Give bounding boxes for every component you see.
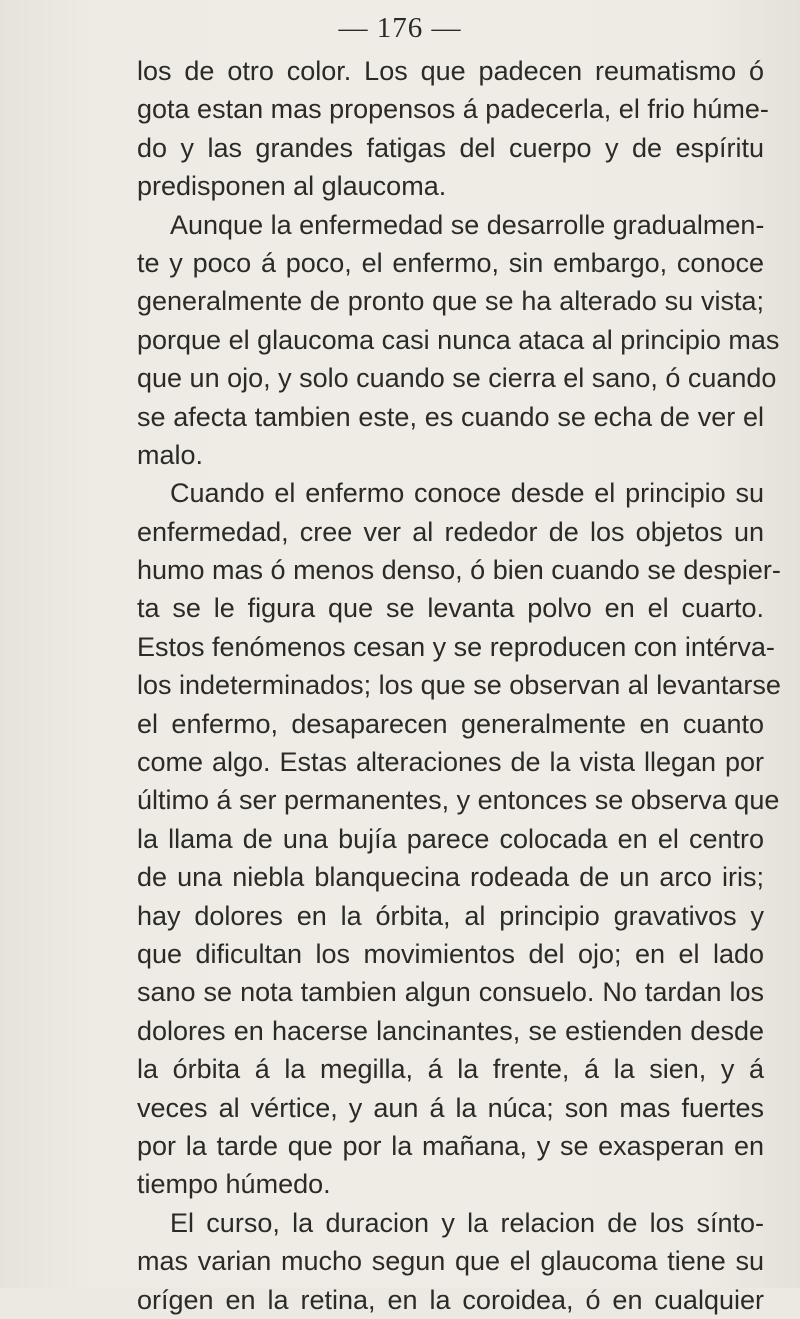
text-line: que un ojo, y solo cuando se cierra el sano, ó cuando — [137, 363, 777, 394]
text-line: último á ser permanentes, y entonces se observa que — [137, 785, 780, 816]
text-line: la órbita á la megilla, á la frente, á la sien, y á — [137, 1054, 764, 1085]
text-line: los indeterminados; los que se observan al levantarse — [137, 670, 781, 701]
body-text — [137, 52, 781, 1319]
text-line: tiempo húmedo. — [137, 1169, 331, 1200]
text-line: mas varian mucho segun que el glaucoma tiene su — [137, 1246, 764, 1277]
text-line: El curso, la duracion y la relacion de los sínto- — [170, 1207, 764, 1238]
text-line: humo mas ó menos denso, ó bien cuando se despier- — [137, 555, 781, 586]
text-line: generalmente de pronto que se ha alterado su vista; — [137, 286, 764, 317]
text-line: ta se le figura que se levanta polvo en el cuarto. — [137, 593, 764, 624]
text-line: por la tarde que por la mañana, y se exasperan en — [137, 1130, 764, 1161]
text-line: predisponen al glaucoma. — [137, 171, 447, 202]
text-line: Cuando el enfermo conoce desde el principio su — [170, 478, 764, 509]
page-number: — 176 — — [338, 12, 462, 44]
text-line: gota estan mas propensos á padecerla, el frio húme- — [137, 94, 769, 125]
text-line: dolores en hacerse lancinantes, se estienden desde — [137, 1015, 764, 1046]
text-line: do y las grandes fatigas del cuerpo y de espíritu — [137, 132, 764, 163]
text-line: veces al vértice, y aun á la núca; son mas fuertes — [137, 1092, 764, 1123]
text-line: se afecta tambien este, es cuando se echa de ver el — [137, 401, 764, 432]
text-line: Aunque la enfermedad se desarrolle gradualmen- — [170, 209, 765, 240]
text-line: enfermedad, cree ver al rededor de los objetos un — [137, 516, 764, 547]
text-line: sano se nota tambien algun consuelo. No tardan los — [137, 977, 764, 1008]
text-line: come algo. Estas alteraciones de la vista llegan por — [137, 747, 764, 778]
text-line: de una niebla blanquecina rodeada de un arco iris; — [137, 862, 764, 893]
text-line: la llama de una bujía parece colocada en el centro — [137, 823, 764, 854]
text-line: los de otro color. Los que padecen reumatismo ó — [137, 56, 764, 86]
text-line: hay dolores en la órbita, al principio gravativos y — [137, 900, 764, 931]
text-line: Estos fenómenos cesan y se reproducen con intérva- — [137, 631, 775, 662]
text-line: te y poco á poco, el enfermo, sin embargo, conoce — [137, 247, 764, 278]
text-line: malo. — [137, 439, 204, 470]
text-line: porque el glaucoma casi nunca ataca al principio mas — [137, 324, 780, 355]
text-line: el enfermo, desaparecen generalmente en cuanto — [137, 708, 764, 739]
text-line: orígen en la retina, en la coroidea, ó en cualquier — [137, 1284, 764, 1315]
text-line: que dificultan los movimientos del ojo; en el lado — [137, 938, 764, 969]
